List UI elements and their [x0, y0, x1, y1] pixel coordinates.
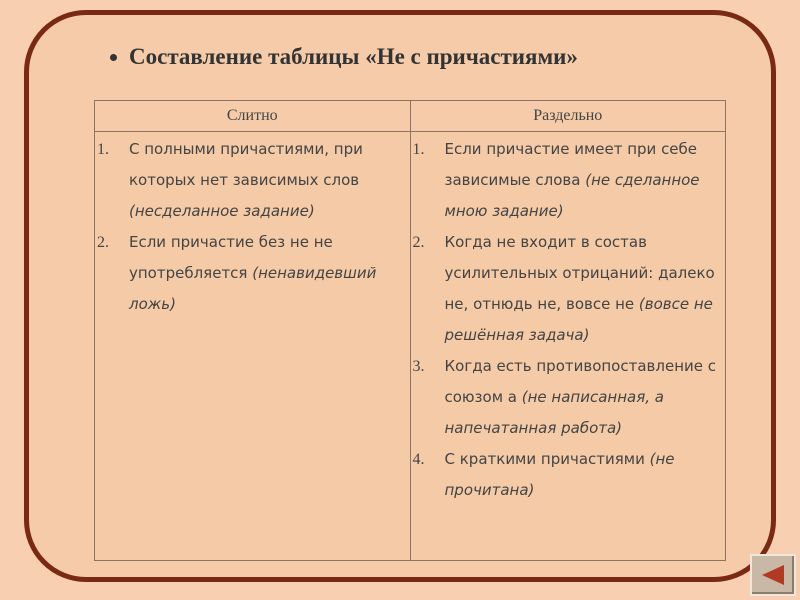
table-row: [95, 132, 726, 561]
header-together: Слитно: [95, 101, 411, 132]
rule-example: (не написанная, а напечатанная работа): [444, 388, 664, 437]
list-item: [411, 227, 722, 351]
rule-text: С краткими причастиями: [444, 450, 650, 468]
rule-text: Когда есть противопоставление с союзом а: [444, 357, 716, 406]
slide-title: Составление таблицы «Не с причастиями»: [129, 44, 578, 69]
rule-example: (вовсе не решённая задача): [444, 295, 713, 344]
item-number: 1.: [97, 141, 109, 158]
header-separately: Раздельно: [410, 101, 726, 132]
bullet-icon: [110, 54, 117, 61]
rule-example: (несделанное задание): [129, 202, 315, 220]
item-number: 2.: [97, 234, 109, 251]
list-item: [95, 134, 406, 227]
rule-text: Если причастие без не не употребляется: [129, 233, 333, 282]
rule-text: С полными причастиями, при которых нет зависимых слов: [129, 140, 363, 189]
item-number: 4.: [412, 451, 425, 468]
item-body: [445, 444, 722, 506]
left-triangle-icon: [760, 563, 786, 587]
item-body: [445, 134, 722, 227]
list-item: [411, 134, 722, 227]
back-button[interactable]: [750, 554, 796, 596]
together-rules-list: [95, 132, 410, 320]
rules-table: [94, 100, 726, 561]
list-item: [411, 444, 722, 506]
rule-example: (не прочитана): [444, 450, 675, 499]
item-number: 3.: [412, 358, 425, 375]
item-body: [445, 351, 722, 444]
separately-cell: [410, 132, 726, 561]
rule-text: Если причастие имеет при себе зависимые слова: [444, 140, 698, 189]
slide-title-row: [110, 44, 578, 70]
item-number: 2.: [412, 234, 425, 251]
separately-rules-list: [411, 132, 726, 506]
list-item: [411, 351, 722, 444]
list-item: [95, 227, 406, 320]
item-body: [129, 227, 406, 320]
item-body: [129, 134, 406, 227]
rule-example: (не сделанное мною задание): [444, 171, 700, 220]
together-cell: [95, 132, 411, 561]
item-number: 1.: [412, 141, 425, 158]
rule-example: (ненавидевший ложь): [129, 264, 377, 313]
table-header-row: [95, 101, 726, 132]
item-body: [445, 227, 722, 351]
rule-text: Когда не входит в состав усилительных отрицаний: далеко не, отнюдь не, вовсе не: [444, 233, 715, 313]
